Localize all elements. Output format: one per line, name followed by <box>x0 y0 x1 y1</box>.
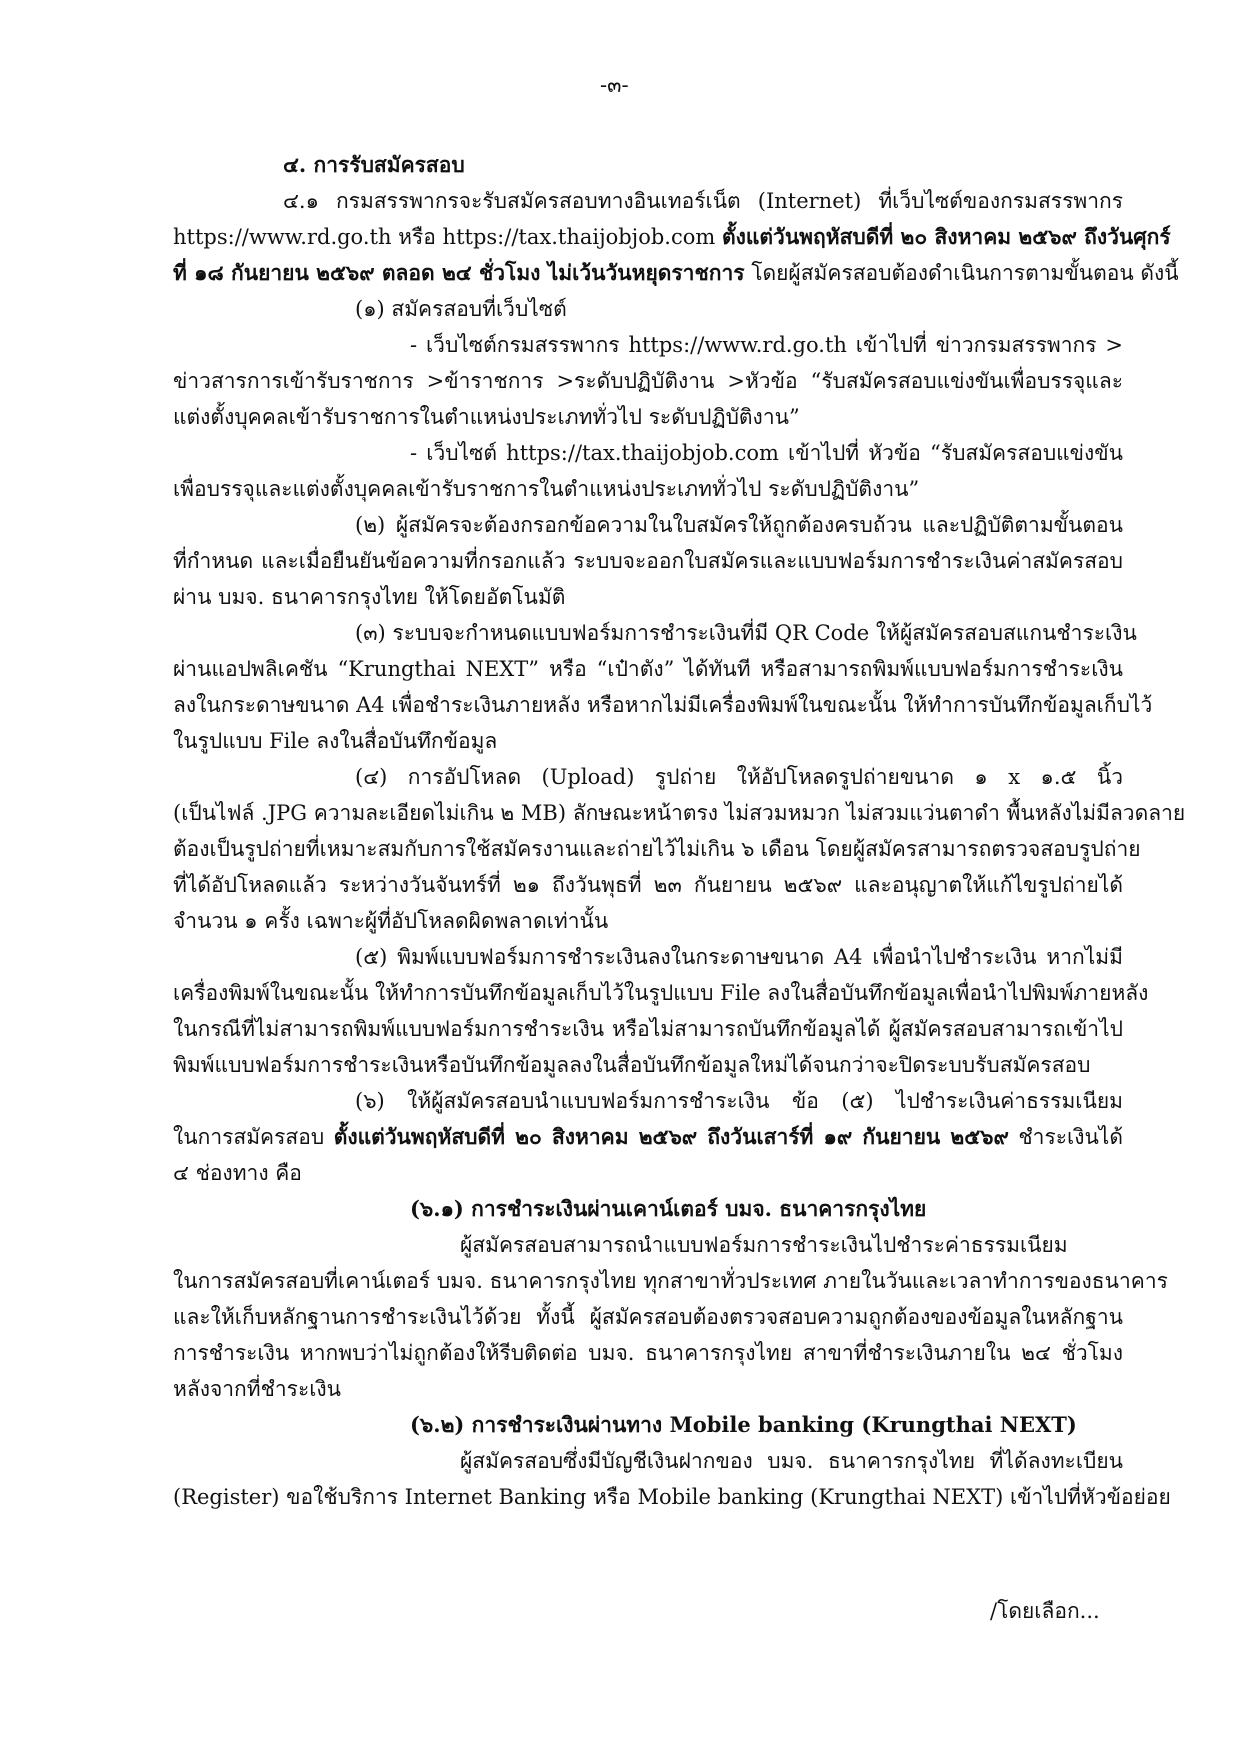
inline-text: https://www.rd.go.th หรือ https://tax.thaijobjob.com <box>173 225 716 249</box>
paragraph-line: (เป็นไฟล์ .JPG ความละเอียดไม่เกิน ๒ MB) ลักษณะหน้าตรง ไม่สวมหมวก ไม่สวมแว่นตาดำ พื้นหลังไม่มีลวดลาย <box>173 801 1186 825</box>
inline-bold-text: ตั้งแต่วันพฤหัสบดีที่ ๒๐ สิงหาคม ๒๕๖๙ ถึงวันศุกร์ <box>721 224 1171 249</box>
paragraph-line: ในรูปแบบ File ลงในสื่อบันทึกข้อมูล <box>173 729 498 753</box>
section-heading: ๔. การรับสมัครสอบ <box>283 152 465 177</box>
paragraph-line: ๔.๑ กรมสรรพากรจะรับสมัครสอบทางอินเทอร์เน็ต (Internet) ที่เว็บไซต์ของกรมสรรพากร <box>283 189 1123 213</box>
subsection-heading: (๖.๑) การชำระเงินผ่านเคาน์เตอร์ บมจ. ธนาคารกรุงไทย <box>410 1196 927 1221</box>
paragraph-line: จำนวน ๑ ครั้ง เฉพาะผู้ที่อัปโหลดผิดพลาดเท่านั้น <box>173 909 609 933</box>
inline-text: ในการสมัครสอบ <box>173 1125 325 1149</box>
paragraph-line <box>173 258 1179 288</box>
list-item: (๒) ผู้สมัครจะต้องกรอกข้อความในใบสมัครให้ถูกต้องครบถ้วน และปฏิบัติตามขั้นตอน <box>355 513 1123 537</box>
continuation-note: /โดยเลือก... <box>990 1599 1100 1623</box>
paragraph-line: เครื่องพิมพ์ในขณะนั้น ให้ทำการบันทึกข้อมูลเก็บไว้ในรูปแบบ File ลงในสื่อบันทึกข้อมูลเพื่อนำไปพิมพ์ภายหลัง <box>173 981 1149 1005</box>
paragraph-line: เพื่อบรรจุและแต่งตั้งบุคคลเข้ารับราชการในตำแหน่งประเภททั่วไป ระดับปฏิบัติงาน” <box>173 477 920 501</box>
paragraph-line: พิมพ์แบบฟอร์มการชำระเงินหรือบันทึกข้อมูลลงในสื่อบันทึกข้อมูลใหม่ได้จนกว่าจะปิดระบบรับสมัครสอบ <box>173 1053 1091 1077</box>
paragraph-line <box>173 222 1171 252</box>
paragraph-line: ลงในกระดาษขนาด A4 เพื่อชำระเงินภายหลัง หรือหากไม่มีเครื่องพิมพ์ในขณะนั้น ให้ทำการบันทึกข้อมูลเก็บไว้ <box>173 693 1153 717</box>
paragraph-line: ในการสมัครสอบที่เคาน์เตอร์ บมจ. ธนาคารกรุงไทย ทุกสาขาทั่วประเทศ ภายในวันและเวลาทำการของธนาคาร <box>173 1269 1168 1293</box>
list-item: (๓) ระบบจะกำหนดแบบฟอร์มการชำระเงินที่มี QR Code ให้ผู้สมัครสอบสแกนชำระเงิน <box>355 621 1137 645</box>
inline-bold-text: ตั้งแต่วันพฤหัสบดีที่ ๒๐ สิงหาคม ๒๕๖๙ ถึงวันเสาร์ที่ ๑๙ กันยายน ๒๕๖๙ <box>333 1124 1009 1149</box>
paragraph-line <box>173 1122 1123 1152</box>
paragraph-line: ผู้สมัครสอบสามารถนำแบบฟอร์มการชำระเงินไปชำระค่าธรรมเนียม <box>460 1233 1068 1257</box>
inline-text: ชำระเงินได้ <box>1018 1125 1123 1149</box>
list-item: - เว็บไซต์ https://tax.thaijobjob.com เข้าไปที่ หัวข้อ “รับสมัครสอบแข่งขัน <box>410 441 1123 465</box>
paragraph-line: ในกรณีที่ไม่สามารถพิมพ์แบบฟอร์มการชำระเงิน หรือไม่สามารถบันทึกข้อมูลได้ ผู้สมัครสอบสามารถเข้าไป <box>173 1017 1123 1041</box>
paragraph-line: หลังจากที่ชำระเงิน <box>173 1377 342 1401</box>
list-item: (๑) สมัครสอบที่เว็บไซต์ <box>355 297 567 321</box>
list-item: - เว็บไซต์กรมสรรพากร https://www.rd.go.th เข้าไปที่ ข่าวกรมสรรพากร > <box>410 333 1123 357</box>
paragraph-line: แต่งตั้งบุคคลเข้ารับราชการในตำแหน่งประเภททั่วไป ระดับปฏิบัติงาน” <box>173 405 800 429</box>
list-item: (๖) ให้ผู้สมัครสอบนำแบบฟอร์มการชำระเงิน ข้อ (๕) ไปชำระเงินค่าธรรมเนียม <box>355 1089 1123 1113</box>
paragraph-line: ต้องเป็นรูปถ่ายที่เหมาะสมกับการใช้สมัครงานและถ่ายไว้ไม่เกิน ๖ เดือน โดยผู้สมัครสามารถตรวจสอบรูปถ่าย <box>173 837 1141 861</box>
inline-bold-text: ที่ ๑๘ กันยายน ๒๕๖๙ ตลอด ๒๔ ชั่วโมง ไม่เว้นวันหยุดราชการ <box>173 260 745 285</box>
paragraph-line: ๔ ช่องทาง คือ <box>173 1161 302 1185</box>
paragraph-line: ผ่าน บมจ. ธนาคารกรุงไทย ให้โดยอัตโนมัติ <box>173 585 566 609</box>
paragraph-line: ที่กำหนด และเมื่อยืนยันข้อความที่กรอกแล้ว ระบบจะออกใบสมัครและแบบฟอร์มการชำระเงินค่าสมัครสอบ <box>173 549 1123 573</box>
list-item: (๔) การอัปโหลด (Upload) รูปถ่าย ให้อัปโหลดรูปถ่ายขนาด ๑ x ๑.๕ นิ้ว <box>355 765 1123 789</box>
page-number: -๓- <box>600 73 629 97</box>
paragraph-line: และให้เก็บหลักฐานการชำระเงินไว้ด้วย ทั้งนี้ ผู้สมัครสอบต้องตรวจสอบความถูกต้องของข้อมูลในหลักฐาน <box>173 1305 1123 1329</box>
paragraph-line: การชำระเงิน หากพบว่าไม่ถูกต้องให้รีบติดต่อ บมจ. ธนาคารกรุงไทย สาขาที่ชำระเงินภายใน ๒๔ ชั่วโมง <box>173 1341 1123 1365</box>
paragraph-line: ข่าวสารการเข้ารับราชการ >ข้าราชการ >ระดับปฏิบัติงาน >หัวข้อ “รับสมัครสอบแข่งขันเพื่อบรรจุและ <box>173 369 1123 393</box>
inline-text: โดยผู้สมัครสอบต้องดำเนินการตามขั้นตอน ดังนี้ <box>751 261 1179 285</box>
paragraph-line: ที่ได้อัปโหลดแล้ว ระหว่างวันจันทร์ที่ ๒๑ ถึงวันพุธที่ ๒๓ กันยายน ๒๕๖๙ และอนุญาตให้แก้ไขรูปถ่ายได้ <box>173 873 1123 897</box>
subsection-heading: (๖.๒) การชำระเงินผ่านทาง Mobile banking (Krungthai NEXT) <box>410 1412 1077 1437</box>
paragraph-line: ผ่านแอปพลิเคชัน “Krungthai NEXT” หรือ “เป๋าตัง” ได้ทันที หรือสามารถพิมพ์แบบฟอร์มการชำระเงิน <box>173 657 1123 681</box>
list-item: (๕) พิมพ์แบบฟอร์มการชำระเงินลงในกระดาษขนาด A4 เพื่อนำไปชำระเงิน หากไม่มี <box>355 945 1123 969</box>
paragraph-line: (Register) ขอใช้บริการ Internet Banking หรือ Mobile banking (Krungthai NEXT) เข้าไปที่หัวข้อย่อย <box>173 1485 1171 1509</box>
paragraph-line: ผู้สมัครสอบซึ่งมีบัญชีเงินฝากของ บมจ. ธนาคารกรุงไทย ที่ได้ลงทะเบียน <box>460 1449 1123 1473</box>
